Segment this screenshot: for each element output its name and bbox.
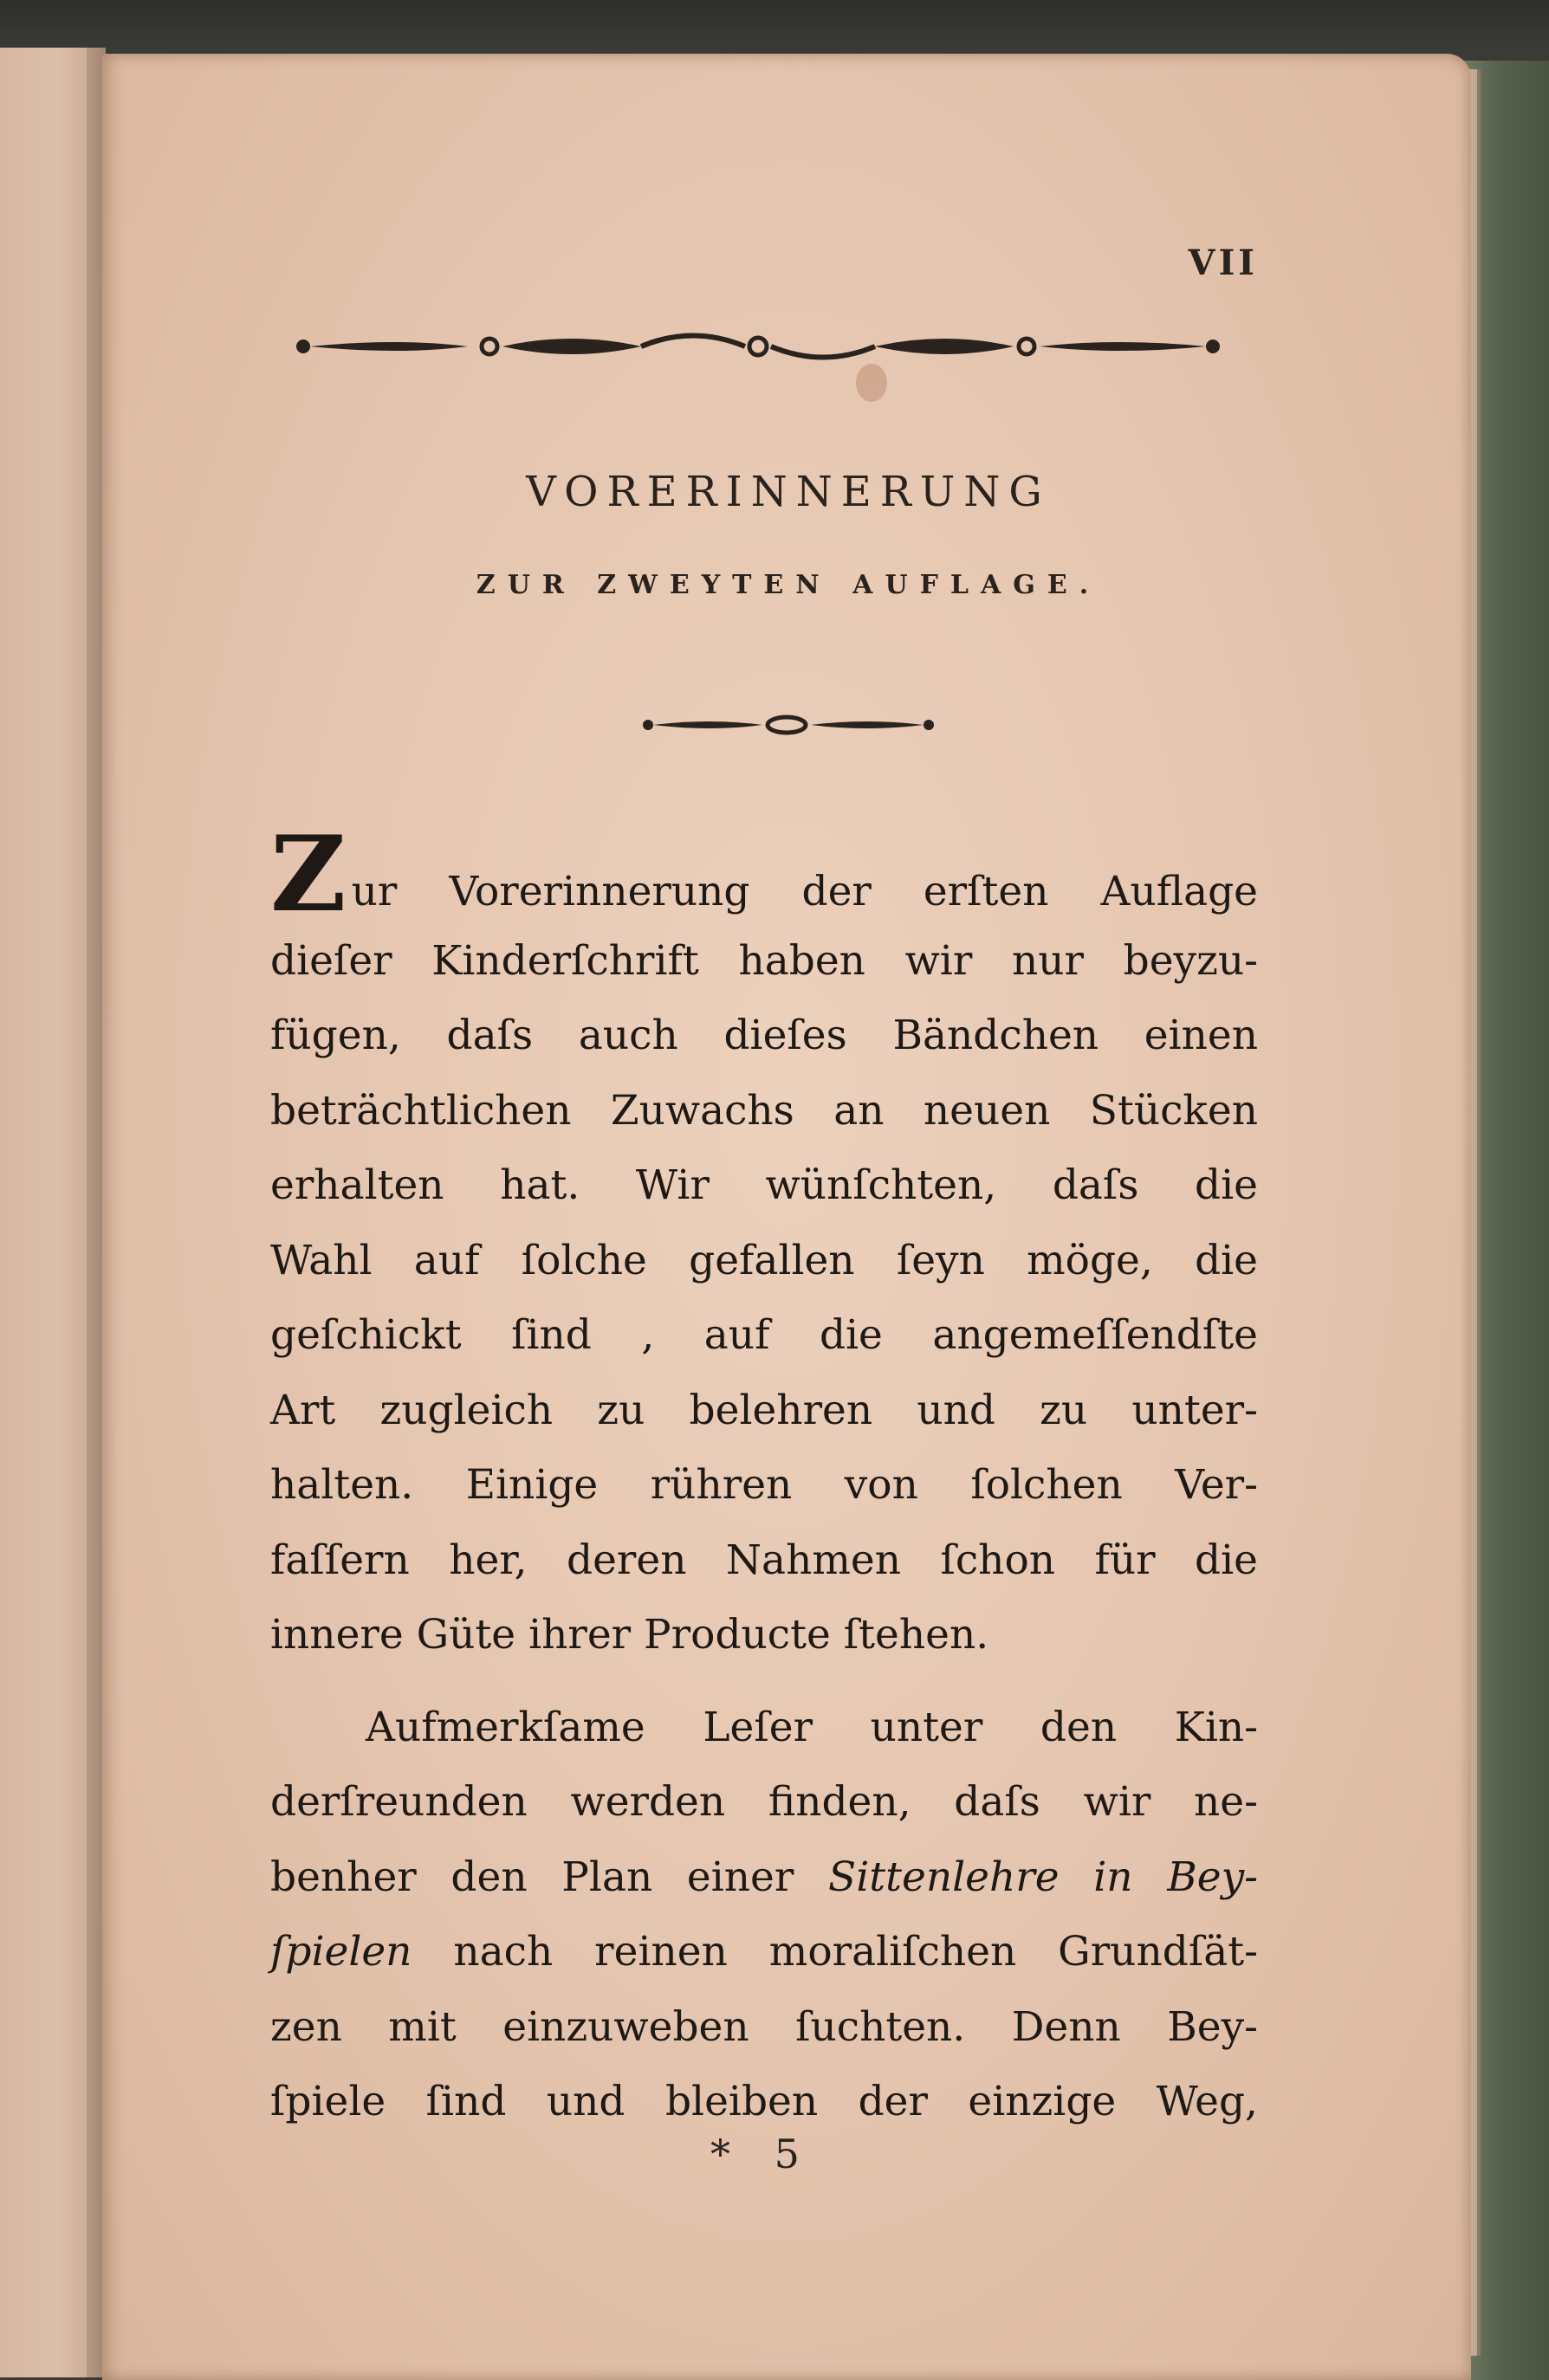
signature-mark: * 5 — [710, 2131, 815, 2177]
text-line-7: geſchickt ſind , auf die angemeſſendſte — [270, 1311, 1258, 1359]
text-line-2: dieſer Kinderſchrift haben wir nur beyzu- — [270, 936, 1258, 985]
text-line-13: derſreunden werden finden, daſs wir ne- — [270, 1778, 1258, 1826]
italic-phrase: Sittenlehre in Bey- — [828, 1853, 1258, 1901]
italic-phrase: ſpielen — [270, 1928, 412, 1976]
text-line-3: fügen, daſs auch dieſes Bändchen einen — [270, 1012, 1258, 1059]
paragraph-gap — [270, 1673, 1258, 1691]
text-line-4: beträchtlichen Zuwachs an neuen Stücken — [270, 1086, 1258, 1135]
text-line-17: ſpiele ſind und bleiben der einzige Weg, — [270, 2078, 1258, 2125]
text-line-9: halten. Einige rühren von ſolchen Ver- — [270, 1461, 1258, 1509]
text-line-6: Wahl auf ſolche gefallen ſeyn möge, die — [270, 1236, 1258, 1284]
page-number: VII — [1188, 243, 1258, 283]
text-line-15: ſpielen nach reinen moraliſchen Grundſät- — [270, 1928, 1258, 1976]
ornament-rule-small — [641, 703, 936, 747]
text-line-8: Art zugleich zu belehren und zu unter- — [270, 1386, 1258, 1434]
body-text — [270, 813, 1258, 2140]
text-line-12: Aufmerkſame Leſer unter den Kin- — [366, 1703, 1258, 1751]
page-subtitle: ZUR ZWEYTEN AUFLAGE. — [476, 570, 1101, 600]
text-line-14: benher den Plan einer Sittenlehre in Bey- — [270, 1853, 1258, 1901]
text-line-5: erhalten hat. Wir wünſchten, daſs die — [270, 1161, 1258, 1209]
text-line-11: innere Güte ihrer Producte ſtehen. — [270, 1611, 989, 1659]
page-title: VORERINNERUNG — [526, 468, 1051, 516]
drop-cap: Z — [270, 813, 347, 935]
paper-stain — [856, 364, 887, 402]
text-line-1: Zur Vorerinnerung der erſten Auflage — [270, 813, 1258, 935]
ornament-rule-top — [295, 320, 1222, 372]
text-line-16: zen mit einzuweben ſuchten. Denn Bey- — [270, 2002, 1258, 2051]
text-line-10: faſſern her, deren Nahmen ſchon für die — [270, 1536, 1258, 1584]
facing-page-edge — [0, 48, 100, 2377]
